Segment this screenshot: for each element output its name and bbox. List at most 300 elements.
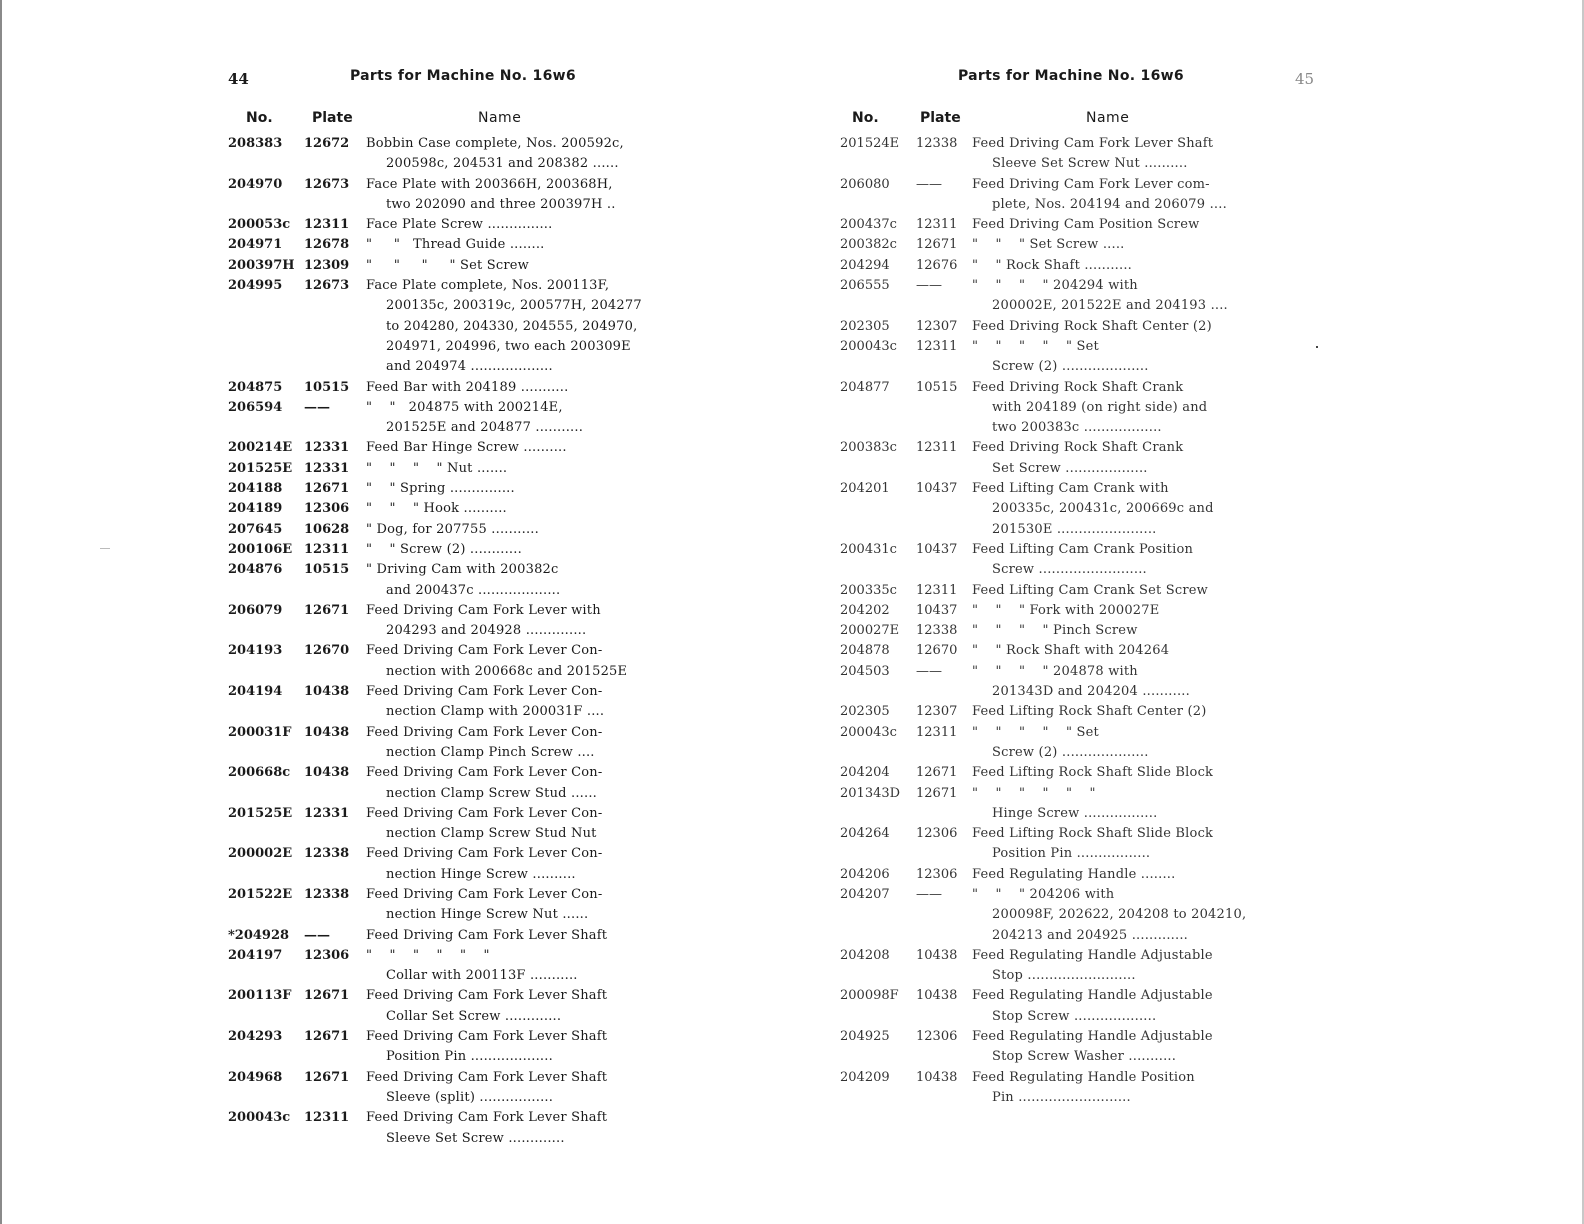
part-number: 206080 — [840, 176, 890, 192]
part-name-line: Feed Driving Cam Fork Lever com- — [972, 176, 1210, 192]
part-entry — [840, 256, 1320, 276]
plate-number: 12311 — [304, 1110, 350, 1126]
part-name-line: Screw (2) .................... — [992, 744, 1149, 760]
part-entry — [840, 479, 1320, 540]
part-name — [972, 337, 1320, 378]
part-entry — [228, 499, 668, 519]
part-entry — [840, 581, 1320, 601]
plate-number: 10438 — [304, 684, 350, 700]
part-number: 204189 — [228, 501, 283, 517]
part-name — [366, 641, 668, 682]
part-entry — [840, 317, 1320, 337]
part-name-line: Feed Lifting Cam Crank Set Screw — [972, 582, 1208, 598]
part-name-line: Feed Driving Rock Shaft Crank — [972, 440, 1184, 456]
part-name — [366, 378, 668, 398]
plate-number: 12338 — [916, 136, 958, 151]
part-number: 202305 — [840, 318, 890, 334]
plate-number: 12306 — [916, 826, 958, 842]
part-name-line: " " " 204206 with — [972, 886, 1115, 902]
part-entry — [228, 763, 668, 804]
plate-number: 10515 — [304, 562, 350, 578]
part-entry — [228, 378, 668, 398]
plate-number: —— — [916, 278, 942, 294]
plate-number: 10437 — [916, 481, 958, 497]
part-name-line: " " Thread Guide ........ — [366, 237, 545, 253]
part-name-line: Feed Driving Cam Fork Lever Con- — [366, 643, 603, 659]
part-number: 200043c — [840, 338, 897, 354]
part-entry — [840, 784, 1320, 825]
part-name-line: nection Clamp Screw Stud ...... — [386, 785, 598, 801]
part-name-line: " " 204875 with 200214E, — [366, 399, 563, 415]
plate-number: 10515 — [304, 379, 350, 395]
part-name-line: Stop Screw ................... — [992, 1008, 1157, 1024]
part-entry — [228, 844, 668, 885]
part-name-line: 200098F, 202622, 204208 to 204210, — [992, 907, 1247, 923]
plate-number: 12676 — [916, 257, 958, 273]
part-entry — [228, 438, 668, 458]
part-name-line: two 202090 and three 200397H .. — [386, 196, 616, 212]
part-entry — [228, 1108, 668, 1149]
part-name-line: Position Pin ................... — [386, 1049, 553, 1065]
part-name-line: to 204280, 204330, 204555, 204970, — [386, 318, 638, 334]
part-name-line: Sleeve Set Screw Nut .......... — [992, 156, 1188, 172]
part-name — [366, 804, 668, 845]
part-name-line: 200335c, 200431c, 200669c and — [992, 501, 1214, 517]
plate-number: 12672 — [304, 136, 350, 151]
part-entry — [228, 235, 668, 255]
plate-number: 12311 — [916, 582, 958, 598]
part-name — [972, 1068, 1320, 1109]
part-entry — [228, 804, 668, 845]
part-number: 204875 — [228, 379, 283, 395]
plate-number: 12673 — [304, 278, 350, 294]
part-name — [972, 865, 1320, 885]
part-number: 204293 — [228, 1029, 283, 1045]
column-header-plate: Plate — [920, 110, 961, 126]
part-name-line: 200135c, 200319c, 200577H, 204277 — [386, 298, 642, 314]
part-number: 200043c — [228, 1110, 291, 1126]
part-number: 201522E — [228, 886, 293, 902]
part-name-line: " " " " Pinch Screw — [972, 623, 1138, 639]
part-name-line: " " " " " Set — [972, 724, 1099, 740]
part-number: 204201 — [840, 481, 890, 497]
part-number: 208383 — [228, 136, 283, 151]
part-name-line: and 200437c ................... — [386, 582, 561, 598]
part-entry — [228, 459, 668, 479]
plate-number: 12311 — [916, 724, 958, 740]
part-name-line: Feed Lifting Cam Crank with — [972, 481, 1169, 497]
part-entry — [840, 215, 1320, 235]
part-name — [366, 276, 668, 377]
part-name — [366, 946, 668, 987]
part-entry — [840, 723, 1320, 764]
part-entry — [228, 1068, 668, 1109]
part-name-line: Feed Regulating Handle ........ — [972, 866, 1176, 882]
part-number: 200335c — [840, 582, 897, 598]
part-name — [366, 520, 668, 540]
part-name-line: Feed Driving Cam Fork Lever Shaft — [366, 1110, 608, 1126]
part-name-line: Feed Driving Cam Fork Lever Con- — [366, 724, 603, 740]
plate-number: —— — [304, 399, 330, 415]
part-name — [366, 398, 668, 439]
plate-number: 12306 — [916, 1029, 958, 1045]
part-entry — [228, 601, 668, 642]
part-number: 201343D — [840, 785, 901, 801]
part-name-line: Feed Driving Cam Fork Lever Con- — [366, 846, 603, 862]
part-name-line: " " Spring ............... — [366, 481, 515, 497]
part-name — [366, 256, 668, 276]
part-entry — [840, 946, 1320, 987]
part-name — [972, 581, 1320, 601]
part-entry — [228, 398, 668, 439]
part-name-line: Feed Driving Rock Shaft Center (2) — [972, 318, 1212, 334]
part-name — [366, 1068, 668, 1109]
part-name — [366, 479, 668, 499]
part-number: 200431c — [840, 541, 897, 557]
part-entry — [840, 662, 1320, 703]
part-name-line: Feed Driving Cam Fork Lever Shaft — [366, 1029, 608, 1045]
plate-number: —— — [916, 663, 942, 679]
part-name-line: " " " " Nut ....... — [366, 460, 508, 476]
part-name-line: Bobbin Case complete, Nos. 200592c, — [366, 136, 624, 151]
plate-number: 10438 — [916, 947, 958, 963]
part-entry — [840, 337, 1320, 378]
plate-number: 12307 — [916, 704, 958, 720]
part-name — [972, 986, 1320, 1027]
part-name — [972, 540, 1320, 581]
part-entry — [228, 560, 668, 601]
part-number: 200113F — [228, 988, 292, 1004]
plate-number: 12311 — [304, 217, 350, 233]
part-name-line: Sleeve Set Screw ............. — [386, 1130, 565, 1146]
plate-number: 10438 — [916, 1069, 958, 1085]
part-number: 200437c — [840, 217, 897, 233]
plate-number: 12338 — [304, 846, 350, 862]
part-entry — [228, 1027, 668, 1068]
part-entry — [840, 763, 1320, 783]
part-name — [972, 378, 1320, 439]
part-entry — [228, 175, 668, 216]
part-name — [972, 885, 1320, 946]
part-name-line: Feed Driving Cam Fork Lever Shaft — [366, 927, 608, 943]
plate-number: 10438 — [916, 988, 958, 1004]
part-name-line: Screw (2) .................... — [992, 359, 1149, 375]
part-name-line: Feed Regulating Handle Adjustable — [972, 988, 1213, 1004]
part-name-line: 200002E, 201522E and 204193 .... — [992, 298, 1228, 314]
part-entry — [228, 926, 668, 946]
part-name — [972, 763, 1320, 783]
part-entry — [840, 378, 1320, 439]
scan-edge-left — [0, 0, 2, 1224]
part-name-line: nection Clamp Pinch Screw .... — [386, 744, 595, 760]
page-number: 45 — [1295, 70, 1315, 88]
part-name — [972, 1027, 1320, 1068]
plate-number: 12307 — [916, 318, 958, 334]
part-name — [366, 844, 668, 885]
part-number: 204188 — [228, 481, 283, 497]
part-number: 204503 — [840, 663, 890, 679]
part-name-line: Feed Regulating Handle Position — [972, 1069, 1195, 1085]
part-name-line: nection with 200668c and 201525E — [386, 663, 628, 679]
part-name-line: Feed Lifting Rock Shaft Slide Block — [972, 826, 1214, 842]
part-name-line: " " Rock Shaft ........... — [972, 257, 1132, 273]
part-entry — [228, 986, 668, 1027]
part-number: 206079 — [228, 602, 283, 618]
plate-number: 12671 — [916, 237, 958, 253]
part-name-line: Feed Driving Cam Fork Lever with — [366, 602, 601, 618]
part-name-line: 204213 and 204925 ............. — [992, 927, 1189, 943]
plate-number: 10628 — [304, 521, 350, 537]
part-name — [366, 540, 668, 560]
plate-number: 12670 — [304, 643, 350, 659]
part-name-line: nection Clamp Screw Stud Nut — [386, 826, 597, 842]
plate-number: 12311 — [916, 338, 958, 354]
part-entry — [840, 885, 1320, 946]
part-number: 201525E — [228, 460, 293, 476]
part-name — [366, 723, 668, 764]
part-name-line: Collar Set Screw ............. — [386, 1008, 562, 1024]
part-name-line: Collar with 200113F ........... — [386, 968, 578, 984]
part-entry — [228, 946, 668, 987]
part-number: 200031F — [228, 724, 292, 740]
part-number: 204876 — [228, 562, 283, 578]
part-name — [366, 459, 668, 479]
part-name — [366, 763, 668, 804]
part-number: 200043c — [840, 724, 897, 740]
column-header-plate: Plate — [312, 110, 353, 126]
part-number: 200668c — [228, 765, 291, 781]
column-header-name: Name — [1086, 110, 1130, 126]
part-number: 204206 — [840, 866, 890, 882]
part-entry — [228, 885, 668, 926]
plate-number: 12311 — [304, 541, 350, 557]
plate-number: 12673 — [304, 176, 350, 192]
part-name-line: two 200383c .................. — [992, 420, 1162, 436]
part-name — [972, 317, 1320, 337]
part-number: 201525E — [228, 805, 293, 821]
plate-number: 12671 — [304, 481, 350, 497]
part-name-line: 204971, 204996, two each 200309E — [386, 338, 631, 354]
part-name-line: Position Pin ................. — [992, 846, 1151, 862]
part-name-line: " Driving Cam with 200382c — [366, 562, 559, 578]
part-number: 200397H — [228, 257, 295, 273]
part-name-line: Feed Driving Cam Fork Lever Shaft — [366, 988, 608, 1004]
part-name — [972, 256, 1320, 276]
plate-number: 12306 — [304, 501, 350, 517]
part-entry — [228, 276, 668, 377]
part-name-line: Feed Driving Cam Fork Lever Con- — [366, 765, 603, 781]
part-name-line: and 204974 ................... — [386, 359, 553, 375]
part-name — [366, 885, 668, 926]
part-name-line: nection Clamp with 200031F .... — [386, 704, 605, 720]
part-name — [972, 946, 1320, 987]
plate-number: 12671 — [304, 1029, 350, 1045]
part-name — [366, 235, 668, 255]
part-name-line: " " " Hook .......... — [366, 501, 507, 517]
plate-number: 10438 — [304, 724, 350, 740]
plate-number: 12331 — [304, 460, 350, 476]
part-name — [972, 723, 1320, 764]
part-name-line: " " " " Set Screw — [366, 257, 530, 273]
part-number: 204209 — [840, 1069, 890, 1085]
part-number: 204208 — [840, 947, 890, 963]
part-name-line: Stop Screw Washer ........... — [992, 1049, 1177, 1065]
part-name-line: 201525E and 204877 ........... — [386, 420, 584, 436]
column-header-name: Name — [478, 110, 522, 126]
part-name — [972, 662, 1320, 703]
plate-number: 12671 — [916, 785, 958, 801]
part-number: 204995 — [228, 278, 283, 294]
part-name-line: " " " Set Screw ..... — [972, 237, 1125, 253]
part-name-line: Feed Driving Cam Fork Lever Shaft — [366, 1069, 608, 1085]
part-number: 200382c — [840, 237, 897, 253]
plate-number: 10438 — [304, 765, 350, 781]
page-number: 44 — [228, 70, 249, 88]
part-number: 207645 — [228, 521, 283, 537]
part-entry — [228, 479, 668, 499]
column-header-no: No. — [852, 110, 879, 126]
part-number: 204204 — [840, 765, 890, 781]
part-name — [366, 560, 668, 601]
part-name — [972, 215, 1320, 235]
plate-number: 12671 — [916, 765, 958, 781]
part-entry — [228, 540, 668, 560]
plate-number: —— — [916, 886, 942, 902]
part-name-line: 200598c, 204531 and 208382 ...... — [386, 156, 619, 172]
parts-list — [228, 134, 668, 1149]
plate-number: 10515 — [916, 379, 958, 395]
part-entry — [228, 723, 668, 764]
part-entry — [840, 702, 1320, 722]
plate-number: 12306 — [916, 866, 958, 882]
part-entry — [840, 235, 1320, 255]
part-entry — [840, 175, 1320, 216]
part-name — [366, 215, 668, 235]
part-entry — [840, 824, 1320, 865]
part-number: 204971 — [228, 237, 283, 253]
plate-number: —— — [916, 176, 942, 192]
part-name-line: Sleeve (split) ................. — [386, 1089, 554, 1105]
part-name-line: " " " " " " — [972, 785, 1096, 801]
part-name-line: Feed Bar Hinge Screw .......... — [366, 440, 567, 456]
part-number: 204294 — [840, 257, 890, 273]
part-number: 204202 — [840, 602, 890, 618]
part-entry — [228, 520, 668, 540]
part-name-line: Feed Lifting Rock Shaft Slide Block — [972, 765, 1214, 781]
part-name-line: with 204189 (on right side) and — [992, 399, 1208, 415]
part-number: 200053c — [228, 217, 291, 233]
part-name — [366, 986, 668, 1027]
part-number: 206594 — [228, 399, 283, 415]
part-number: 200106E — [228, 541, 293, 557]
part-name — [972, 784, 1320, 825]
part-name-line: Feed Bar with 204189 ........... — [366, 379, 569, 395]
right-page — [840, 0, 1320, 1224]
part-name — [366, 926, 668, 946]
part-name — [366, 601, 668, 642]
plate-number: 12671 — [304, 988, 350, 1004]
part-name-line: Set Screw ................... — [992, 460, 1148, 476]
part-name-line: Pin .......................... — [992, 1089, 1131, 1105]
part-name-line: Feed Driving Cam Fork Lever Con- — [366, 805, 603, 821]
part-name-line: Face Plate with 200366H, 200368H, — [366, 176, 613, 192]
parts-list — [840, 134, 1320, 1108]
part-number: 204194 — [228, 684, 283, 700]
part-name-line: " " " " 204878 with — [972, 663, 1138, 679]
plate-number: 12311 — [916, 440, 958, 456]
plate-number: 12309 — [304, 257, 350, 273]
part-number: 200214E — [228, 440, 293, 456]
part-number: 200383c — [840, 440, 897, 456]
part-entry — [840, 621, 1320, 641]
plate-number: 12306 — [304, 947, 350, 963]
part-name — [366, 682, 668, 723]
part-name-line: nection Hinge Screw .......... — [386, 866, 576, 882]
part-name-line: Feed Driving Cam Fork Lever Con- — [366, 684, 603, 700]
part-entry — [228, 215, 668, 235]
part-number: 204207 — [840, 886, 890, 902]
plate-number: 12338 — [916, 623, 958, 639]
part-name-line: " Dog, for 207755 ........... — [366, 521, 539, 537]
part-number: *204928 — [228, 927, 290, 943]
part-name — [366, 175, 668, 216]
part-name — [972, 175, 1320, 216]
part-name — [972, 479, 1320, 540]
part-name-line: nection Hinge Screw Nut ...... — [386, 907, 589, 923]
part-entry — [840, 438, 1320, 479]
part-number: 200002E — [228, 846, 293, 862]
part-name-line: 201530E ....................... — [992, 521, 1157, 537]
part-name — [972, 702, 1320, 722]
plate-number: 12331 — [304, 440, 350, 456]
part-number: 204968 — [228, 1069, 283, 1085]
part-name — [972, 824, 1320, 865]
part-name-line: " " " " " " — [366, 947, 490, 963]
part-number: 204878 — [840, 643, 890, 659]
part-number: 200098F — [840, 988, 899, 1004]
part-number: 204193 — [228, 643, 283, 659]
part-name-line: Feed Lifting Rock Shaft Center (2) — [972, 704, 1207, 720]
part-name — [366, 134, 668, 175]
part-entry — [840, 986, 1320, 1027]
part-name — [366, 438, 668, 458]
part-number: 204877 — [840, 379, 890, 395]
part-name-line: Feed Driving Cam Fork Lever Con- — [366, 886, 603, 902]
part-entry — [840, 865, 1320, 885]
part-entry — [228, 641, 668, 682]
page-title: Parts for Machine No. 16w6 — [958, 68, 1184, 84]
part-name-line: Face Plate complete, Nos. 200113F, — [366, 278, 610, 294]
part-name — [972, 134, 1320, 175]
part-number: 204264 — [840, 826, 890, 842]
part-name — [366, 499, 668, 519]
part-name-line: Feed Driving Rock Shaft Crank — [972, 379, 1184, 395]
plate-number: 12678 — [304, 237, 350, 253]
part-name — [972, 621, 1320, 641]
part-name-line: " " " " " Set — [972, 338, 1099, 354]
plate-number: 12331 — [304, 805, 350, 821]
part-name — [366, 1108, 668, 1149]
part-name — [972, 641, 1320, 661]
part-number: 202305 — [840, 704, 890, 720]
part-number: 204970 — [228, 176, 283, 192]
part-entry — [840, 134, 1320, 175]
part-name-line: Feed Regulating Handle Adjustable — [972, 1029, 1213, 1045]
part-entry — [840, 1068, 1320, 1109]
part-entry — [840, 276, 1320, 317]
plate-number: 10437 — [916, 541, 958, 557]
part-name-line: 201343D and 204204 ........... — [992, 684, 1190, 700]
